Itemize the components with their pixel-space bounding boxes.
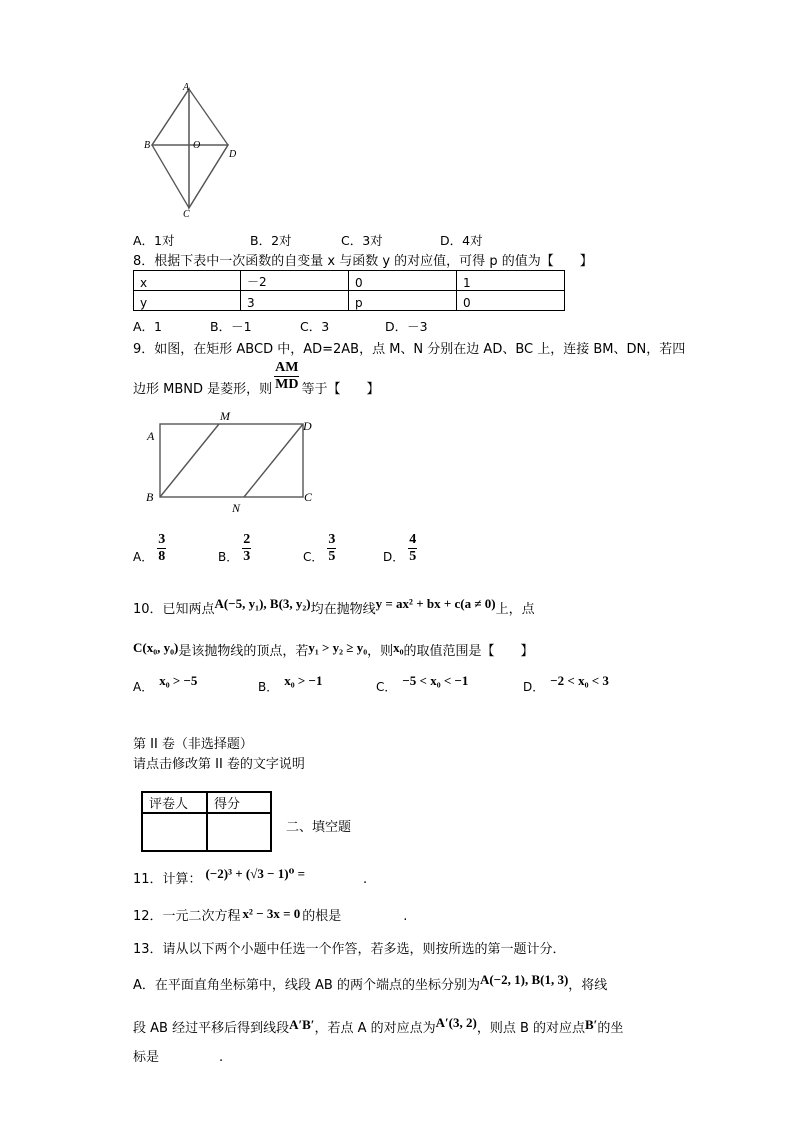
- part2-subtitle[interactable]: 请点击修改第 II 卷的文字说明: [133, 757, 305, 772]
- fraction-numerator: AM: [275, 360, 299, 375]
- option-expr: x₀ > −1: [284, 673, 323, 688]
- q7-option-c: C．3对: [341, 233, 383, 248]
- q8-option-b: B．－1: [210, 319, 252, 334]
- q12-prefix: 12．一元二次方程: [133, 909, 241, 924]
- q9-option-d: [383, 532, 417, 565]
- q10-stem-line2: [133, 640, 534, 659]
- option-letter: B．: [258, 680, 279, 694]
- q9-option-a: [133, 532, 166, 565]
- q12-expr: x² − 3x = 0: [242, 906, 301, 921]
- q10-suffix2: 的取值范围是【 】: [403, 644, 534, 659]
- option-expr: −2 < x₀ < 3: [550, 673, 609, 688]
- option-letter: D．: [383, 550, 405, 564]
- q13-a-line1: [133, 974, 607, 993]
- q13-a-mid2: ，则点 B 的对应点: [476, 1021, 586, 1036]
- q10-option-c: [376, 673, 469, 695]
- q10-mid: 均在抛物线: [310, 602, 376, 617]
- q8-option-d: D．－3: [385, 319, 428, 334]
- table-cell: －2: [241, 271, 349, 291]
- fraction-numerator: 4: [409, 532, 417, 547]
- q9-stem-suffix: 等于【 】: [301, 382, 380, 397]
- vertex-label-b: B: [146, 490, 154, 504]
- score-header-grader: 评卷人: [142, 792, 207, 813]
- score-header-score: 得分: [207, 792, 271, 813]
- vertex-label-c: C: [304, 490, 313, 504]
- q13-a-line3-text: 标是: [133, 1050, 160, 1065]
- option-letter: B．: [218, 550, 239, 564]
- q9-stem-prefix: 边形 MBND 是菱形，则: [133, 382, 273, 397]
- q10-points-expr: A(−5, y₁), B(3, y₂): [214, 596, 311, 611]
- q10-vertex-expr: C(x₀, y₀): [133, 640, 179, 655]
- section-title-fill-in: 二、填空题: [286, 820, 352, 835]
- fraction-numerator: 3: [328, 532, 336, 547]
- option-letter: A．: [133, 550, 154, 564]
- q11: [133, 868, 367, 887]
- q10-stem-line1: [133, 598, 535, 617]
- table-cell: y: [134, 291, 241, 311]
- q12-blank-end: .: [403, 909, 408, 924]
- q8-value-table: [133, 270, 565, 311]
- q11-prefix: 11．计算：: [133, 872, 202, 887]
- q13-a-suffix2: 的坐: [597, 1021, 624, 1036]
- table-cell: 3: [241, 291, 349, 311]
- q11-blank-end: .: [362, 872, 368, 887]
- q12-suffix: 的根是: [302, 909, 342, 924]
- table-cell: p: [349, 291, 457, 311]
- vertex-label-n: N: [232, 501, 241, 515]
- q13-a-suffix: ，将线: [568, 978, 608, 993]
- score-cell-score[interactable]: [207, 813, 271, 851]
- table-cell: 1: [457, 271, 565, 291]
- q10-mid2: 是该抛物线的顶点，若: [178, 644, 309, 659]
- option-expr: −5 < x₀ < −1: [402, 673, 469, 688]
- q13-a-points-expr: A(−2, 1), B(1, 3): [479, 972, 569, 987]
- q13-a-line3: [133, 1046, 223, 1065]
- score-table: [141, 791, 272, 852]
- q10-inequality-expr: y₁ > y₂ ≥ y₀: [308, 640, 368, 655]
- option-letter: C．: [303, 550, 324, 564]
- option-expr: x₀ > −5: [159, 673, 198, 688]
- vertex-label-a: A: [183, 82, 190, 93]
- q10-mid3: ，则: [367, 644, 394, 659]
- q7-option-a: A．1对: [133, 233, 175, 248]
- q13-a-prefix2: 段 AB 经过平移后得到线段: [133, 1021, 290, 1036]
- table-row: [142, 792, 271, 813]
- vertex-label-b: B: [144, 140, 151, 151]
- vertex-label-c: C: [183, 209, 190, 220]
- q11-expr: (−2)³ + (√3 − 1)⁰ =: [205, 866, 305, 881]
- q13-a-point-expr: A′(3, 2): [435, 1015, 477, 1030]
- q13-a-line2: [133, 1017, 623, 1036]
- q9-option-b: [218, 532, 251, 565]
- q9-option-c: [303, 532, 336, 565]
- fraction-denominator: 5: [409, 549, 417, 564]
- q12: [133, 905, 407, 924]
- q10-prefix: 10．已知两点: [133, 602, 215, 617]
- q9-stem-line1: 9．如图，在矩形 ABCD 中，AD=2AB，点 M、N 分别在边 AD、BC 上，连接 BM、DN，若四: [133, 342, 686, 357]
- rhombus-figure: [135, 75, 255, 225]
- fraction-numerator: 2: [243, 532, 251, 547]
- q13-a-mid: ，若点 A 的对应点为: [314, 1021, 436, 1036]
- fraction-denominator: 3: [243, 549, 251, 564]
- q10-suffix: 上，点: [495, 602, 535, 617]
- q10-parabola-expr: y = ax² + bx + c(a ≠ 0): [375, 596, 496, 611]
- q10-var-expr: x₀: [393, 640, 404, 655]
- q7-option-b: B．2对: [250, 233, 292, 248]
- option-letter: C．: [376, 680, 397, 694]
- fraction-denominator: 5: [328, 549, 336, 564]
- q10-option-a: [133, 673, 198, 695]
- q7-option-d: D．4对: [440, 233, 483, 248]
- vertex-label-m: M: [220, 409, 230, 423]
- q10-option-b: [258, 673, 323, 695]
- vertex-label-d: D: [303, 419, 312, 433]
- table-cell: x: [134, 271, 241, 291]
- option-letter: A．: [133, 680, 154, 694]
- q13-a-bprime-expr: B′: [585, 1017, 598, 1032]
- q9-stem-line2: [133, 356, 379, 397]
- table-cell: 0: [457, 291, 565, 311]
- table-row: [142, 813, 271, 851]
- fraction-numerator: 3: [158, 532, 166, 547]
- part2-title: 第 II 卷（非选择题）: [133, 737, 253, 752]
- table-row: [134, 271, 565, 291]
- fraction-denominator: 8: [158, 549, 166, 564]
- table-row: [134, 291, 565, 311]
- q13-a-prefix: A．在平面直角坐标第中，线段 AB 的两个端点的坐标分别为: [133, 978, 480, 993]
- vertex-label-o: O: [193, 140, 201, 151]
- q9-ratio-fraction: [274, 360, 299, 393]
- q13-a-blank-end: .: [219, 1050, 224, 1065]
- q13-stem: 13．请从以下两个小题中任选一个作答，若多选，则按所选的第一题计分．: [133, 942, 566, 957]
- rectangle-figure: [140, 405, 325, 515]
- q8-option-c: C．3: [300, 319, 330, 334]
- table-cell: 0: [349, 271, 457, 291]
- q8-stem: 8．根据下表中一次函数的自变量 x 与函数 y 的对应值，可得 p 的值为【 】: [133, 254, 593, 269]
- q10-option-d: [523, 673, 609, 695]
- vertex-label-d: D: [229, 149, 237, 160]
- score-cell-grader[interactable]: [142, 813, 207, 851]
- q8-option-a: A．1: [133, 319, 163, 334]
- q13-a-segment-expr: A′B′: [289, 1017, 315, 1032]
- option-letter: D．: [523, 680, 545, 694]
- vertex-label-a: A: [147, 429, 155, 443]
- fraction-denominator: MD: [275, 377, 299, 392]
